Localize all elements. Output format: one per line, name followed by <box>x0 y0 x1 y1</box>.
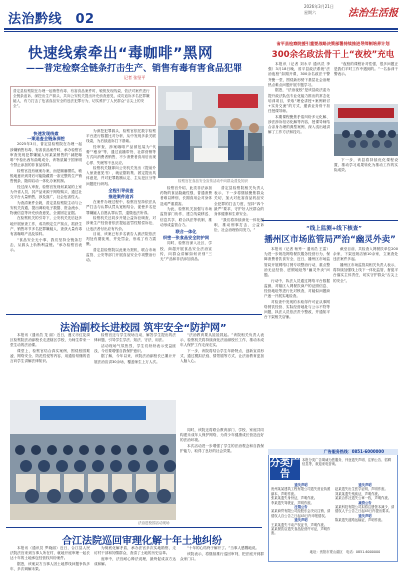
classified-item: 张某某遗失身份证，声明作废。 <box>271 496 318 501</box>
lead-column-1 <box>10 129 82 311</box>
lead-col3-paragraph: 为此，检察机关加强与市场监管部门协作，建立线索移送、信息共享、联合执法等机制，推动形成监管合力。 <box>160 207 212 227</box>
classified-intro: 本报分类广告竭诚为您服务，刊登遗失声明、注销公告、招聘信息等，欢迎来电咨询。 <box>302 458 392 467</box>
lead-column-2 <box>86 129 156 311</box>
bottom-story-paragraph: 该院表示，将继续推行巡回审判，把法庭开到群众家门口。 <box>180 551 264 561</box>
classified-item: 赵某遗失出生医学证明，声明作废。 <box>335 487 388 492</box>
right-top-kicker: 省平县检察院援引重要战略决策部署持续推进导师制培养计划 <box>276 41 390 46</box>
bottom-mid-column-1 <box>180 333 264 425</box>
lead-col2-paragraph: 检察机关随即向公安机关发出《提前介入侦查意见书》，就证据收集、固定提出具体意见，并对犯罪数额认定、主从犯区分等问题进行研判。 <box>86 166 156 186</box>
right-top-paragraph: “夜校的课程针对性强，很多问题正是我们平时工作中遇到的。”一名参训干警表示。 <box>334 62 398 77</box>
lead-col2-paragraph: 经审查，涉案咖啡产品被包装为“代餐”“瘦身”等，通过直播带货、社群营销等方式向消费者销售，不少消费者食用后出现心悸、失眠等不良反应。 <box>86 144 156 165</box>
lead-col2-paragraph: 普定县检察院以此案为契机，联合市场监管、公安等部门开展食品安全专项整治行动。 <box>86 247 156 263</box>
date-line: 2026年3月21日 <box>304 4 334 9</box>
classified-item: 刘某某遗失残疾证，声明作废。 <box>335 491 382 496</box>
bottom-story-column-a <box>10 546 90 572</box>
lead-col3-paragraph: 普定县检察院相关负责人表示，下一步将继续聚焦群众关切，加大对危害食品药品安全犯罪的打击力度，坚持“四个最严”要求，守护好人民群众的身体健康和生命安全。 <box>214 186 264 217</box>
right-top-paragraph: 本报讯（记者 刘永平 通讯员 李强）3月18日晚，省平县政法系统“法治夜校”如期开课，300余名政法干警齐聚一堂，围绕新形势下基层社会治理热点难点问题开展专题学习。 <box>268 62 330 87</box>
bottom-left-paragraph: 活动现场气氛热烈，学生们纷纷表示受益匪浅，今后要增强自我保护意识。 <box>94 343 176 353</box>
right-mid-paragraph: 行动中，执法人员通过网络平台数据监测，对辖区入网餐饮商户的证照信息、经营地址等进行比对核查，对疑似问题商户逐一开展实地检查。 <box>264 278 330 299</box>
classified-footer: 地址：贵阳市观山湖区 电话：0851-6000000 <box>309 550 381 554</box>
bottom-left-photo <box>10 400 176 520</box>
bottom-mid-paragraph: “法治教育要从娃娃抓起。”该院相关负责人表示，检察机关将持续深化法治副校长工作，推动未成年人保护工作走深走实。 <box>180 333 264 348</box>
bottom-story-paragraph: 本报讯（通讯员 罗晓丽）近日，合江县人民法院法官来到当事人所在村，就地开庭审理一起长达十年的土地承包经营权纠纷案件。 <box>10 546 90 561</box>
bottom-left-column-2 <box>94 333 176 397</box>
classified-heading: 遗失声明 <box>358 483 372 487</box>
classified-item: 王某某遗失不动产权证书，声明作废。 <box>271 522 328 527</box>
lead-col1-paragraph: 在检察机关的引导下，公安机关先后赴多地开展侦查工作，成功锁定生产窝点，抓获生产、销售环节多名犯罪嫌疑人，查获大量有毒有害咖啡产品及原料。 <box>10 216 82 237</box>
bottom-left-paragraph: 检察官还与学生现场互动，解答学生提出的法律问题，引导学生学法、知法、守法、用法。 <box>94 333 176 343</box>
right-mid-paragraph: 截至目前，共检查入网餐饮单位200余家，下架违规店铺10余家，立案查处违法案件多起。 <box>333 247 398 262</box>
header-rule <box>4 28 398 30</box>
lead-col2-paragraph: 目前，该案已有多名被告人被法院依法判处有期徒刑，并处罚金，形成了有力震慑。 <box>86 232 156 247</box>
bottom-section-rule <box>6 314 262 315</box>
classified-heading: 遗失声明 <box>294 483 308 487</box>
bottom-story-paragraph: “十年的心结终于解开了。”当事人感慨地说。 <box>187 546 260 550</box>
lead-col1-paragraph: 经过深入审查，检察官发现何某某的上家为外省人员，其产品来源于网络购买，通过社交平台大量销售，涉及面广，社会危害性大。 <box>10 184 82 200</box>
bottom-story-column-c <box>180 546 264 568</box>
lead-summary: 普定县检察院在办理一起销售有毒、有害食品案件时，敏锐发现线索，依法对案件进行全链条追诉，深挖出生产源头，共向公安机关提出补充侦查意见，成功追诉多名犯罪嫌疑人，有力打击了危害食品安全的违法犯罪行为，切实维护了人民群众“舌尖上的安全”。 <box>10 86 156 126</box>
lead-col3-paragraph: 同时，检察官深入社区、学校、商超开展食品安全法治宣传，向群众讲解如何识别“三无”产品和非法添加食品。 <box>160 241 212 261</box>
lead-column-3 <box>160 186 212 311</box>
bottom-story-column-b <box>94 546 176 568</box>
right-mid-paragraph: 对检查中发现的未取得许可证从事网络餐饮经营、实际经营地址与公示不符等问题，执法人员依法责令整改，并通知平台下架相关店铺。 <box>264 299 330 320</box>
classified-left-list <box>271 483 331 547</box>
classified-hotline: 广告服务热线：0851-6000000 <box>268 449 398 455</box>
lead-col1-paragraph: 为查清案件全貌，普定县检察院主动与公安机关沟通，提出调取电子数据、资金流水、物流信息等补充侦查意见，全面固定证据。 <box>10 200 82 215</box>
classified-right-list <box>335 483 395 547</box>
lead-section-1-heading: 快速发现线索 一案追查全链条深挖 <box>27 130 65 141</box>
right-top-photo <box>334 104 398 156</box>
bottom-left-paragraph: 课堂上，检察官结合真实案例，围绕校园欺凌、网络安全、防范性侵等内容，用通俗易懂的语言向学生讲解法律知识。 <box>10 348 90 364</box>
header-rule-thin <box>4 31 398 32</box>
classified-badge: 分类广告 <box>270 458 300 480</box>
issue-date <box>304 4 344 16</box>
lead-col1-paragraph: “食品安全无小事，我们坚持全链条打击，从源头上斩断利益链。”承办检察官表示。 <box>10 237 82 252</box>
lead-section-3-heading: 联合一体化 织密一张食品安全防护网 <box>162 229 210 240</box>
lead-section-2-heading: 全程引导侦查 推进案件追诉 <box>108 188 134 199</box>
lead-col3-paragraph: 检察官介绍，此类非法添加药物的食品隐蔽性强，普通消费者难以辨别，长期食用会对身体造成严重损害。 <box>160 186 212 206</box>
right-mid-column-1 <box>264 247 330 443</box>
classified-item: 某某商贸有限公司经股东会决议注销，请债权人自公告之日起45日内申报债权。 <box>271 509 331 518</box>
lead-col3-paragraph: “我们将持续深化一体化履职，推动刑事打击、公益诉讼、社会治理协同发力。” <box>214 217 264 232</box>
lead-headline: 快速线索牵出“毒咖啡”黑网 <box>28 46 214 62</box>
lead-col2-paragraph: 检察机关还同步开展公益诉讼调查，对涉案生产经营者依法提起惩罚性赔偿诉讼，让违法者付出应有代价。 <box>86 216 156 231</box>
bottom-story-rule <box>6 527 262 528</box>
classified-heading: 遗失声明 <box>358 513 372 518</box>
classified-item: 李某遗失驾驶证，声明作废。 <box>271 500 314 505</box>
right-mid-column-2 <box>333 247 398 443</box>
weekday-line: 星期六 <box>304 10 316 15</box>
classified-heading: 减资公告 <box>358 500 372 505</box>
classified-item: 某某科技有限公司拟将注册资本减少，请债权人于公告之日起45日内提出要求。 <box>335 505 395 514</box>
masthead-logo: 法治生活报 <box>348 8 398 19</box>
right-mid-headline: 播州区市场监管局严治“幽灵外卖” <box>264 235 396 245</box>
right-mid-paragraph: 播州区市场监管局相关负责人表示，将持续加强线上线下一体化监管，督促平台落实主体责任，切实守护群众“舌尖上的安全”。 <box>333 262 398 283</box>
lead-subheadline: ——普定检察全链条打击生产、销售有毒有害食品犯罪 <box>26 64 243 74</box>
right-mid-rule <box>262 220 398 221</box>
classified-item: 某某餐饮店遗失食品经营许可证，声明作废。 <box>271 527 331 536</box>
bottom-mid-paragraph: 本次活动进一步增强了学生的法治观念和自我保护能力，取得了良好的社会效果。 <box>180 443 264 454</box>
lead-column-4 <box>214 186 264 311</box>
right-top-column-2 <box>334 62 398 102</box>
lead-byline: 记者 张坚平 <box>124 75 146 80</box>
lead-col2-paragraph: 在案件办理过程中，检察官坚持依法从严打击与认罪认罚从宽相结合，促使多名犯罪嫌疑人自愿认罪认罚，退缴违法所得。 <box>86 200 156 215</box>
bottom-left-photo-caption: 法治进校园活动现场 <box>138 521 170 525</box>
right-top-headline: 300余名政法骨干上“夜校”充电 <box>271 50 395 60</box>
classified-heading: 遗失声明 <box>294 518 308 523</box>
right-top-paragraph: 本期课程聚焦矛盾纠纷多元化解、涉法涉诉信访化解等内容，授课导师结合亲身办理的典型案例，深入浅出地讲解了工作方法和技巧。 <box>268 114 330 135</box>
right-mid-kicker: “线上监测+线下核查” <box>306 226 362 232</box>
page-header <box>0 0 402 34</box>
bottom-mid-paragraph: 同时，该院还将联合教育部门、学校、家庭共同构建未成年人保护网络，为青少年健康成长营造良好的法治环境。 <box>180 428 264 443</box>
classified-item: 陈某遗失道路运输证，声明作废。 <box>335 518 385 523</box>
lead-col2-paragraph: 为深挖犯罪源头，检察官依托数字检察平台进行数据比对分析，从中发现多条关联线索，为后续追诉打下基础。 <box>86 129 156 144</box>
bottom-left-paragraph: 本报讯（通讯员 龙 丽）近日，遵义市红花岗区检察院法治副校长走进辖区学校，为师生带来一堂生动的法治课。 <box>10 333 90 348</box>
bottom-left-paragraph: 据了解，今年以来，该院法治副校长已累计开展法治宣讲30余场，覆盖师生上万人次。 <box>94 354 176 364</box>
bottom-left-column-1 <box>10 333 90 397</box>
classified-item: 某某合作社遗失公章一枚，声明作废。 <box>335 496 392 501</box>
right-top-paragraph: 据悉，“法治夜校”是该县政法委为提升政法队伍专业化能力推出的常态化培训项目，采取“理论讲授+案例研讨+实务交流”的方式，邀请业务骨干担任授课导师。 <box>268 88 330 114</box>
right-top-column-1 <box>268 62 330 218</box>
lead-col1-paragraph: 检察官没有就案办案，而是顺藤摸瓜，敏锐地意识到背后可能隐藏着一条完整的生产销售链条，随即启动一体化办案机制。 <box>10 168 82 184</box>
bottom-story-headline: 合江法院巡回审理化解十年土地纠纷 <box>62 536 222 547</box>
bottom-left-headline: 法治副校长进校园 筑牢安全“防护网” <box>60 323 227 334</box>
lead-col1-paragraph: 2025年3月，普定县检察院在办理一起涉嫌销售有毒、有害食品案件时，承办检察官审查发现犯罪嫌疑人何某某销售的“减肥咖啡”中检出西布曲明成分，该物质属于国家明令禁止添加的非食品原料。 <box>10 142 82 168</box>
classified-item: 贵州某某建筑工程有限公司遗失营业执照副本，声明作废。 <box>271 487 331 496</box>
bottom-story-paragraph: 据悉，该案双方当事人因土地界线问题争执多年，多次调解未果。 <box>10 561 90 572</box>
bottom-mid-paragraph: 下一步，该院将结合学生年龄特点，创新宣讲形式，通过模拟法庭、情景剧等方式，让法治教育更加入脑入心。 <box>180 348 264 364</box>
bottom-story-paragraph: 为彻底化解矛盾，承办法官多次实地勘察，走访村干部和知情群众，查清了土地的历史沿革。 <box>94 546 176 556</box>
right-mid-paragraph: 本报讯（记者 杨秀一 通讯员 王雷）为进一步规范网络餐饮服务经营行为，保障消费者饮食安全，近日，播州区市场监管局开展网络订餐专项整治行动，重点整治无证经营、虚假地址等“幽灵外卖”问题。 <box>264 247 330 278</box>
section-title: 法治黔线 02 <box>8 12 95 27</box>
classified-heading: 注销公告 <box>294 505 308 510</box>
bottom-story-paragraph: 庭审中，法官耐心释法说理，最终促成双方达成和解。 <box>94 556 176 566</box>
lead-photo-caption: 检察官在食品安全宣传活动中向群众普及知识 <box>178 179 248 183</box>
lead-photo <box>158 86 264 178</box>
right-top-column-3 <box>334 158 398 218</box>
right-top-paragraph: 下一步，该县将持续优化课程设置，推动学习成果转化为推动工作的实际成效。 <box>334 158 398 173</box>
bottom-mid-column-2 <box>180 428 264 524</box>
